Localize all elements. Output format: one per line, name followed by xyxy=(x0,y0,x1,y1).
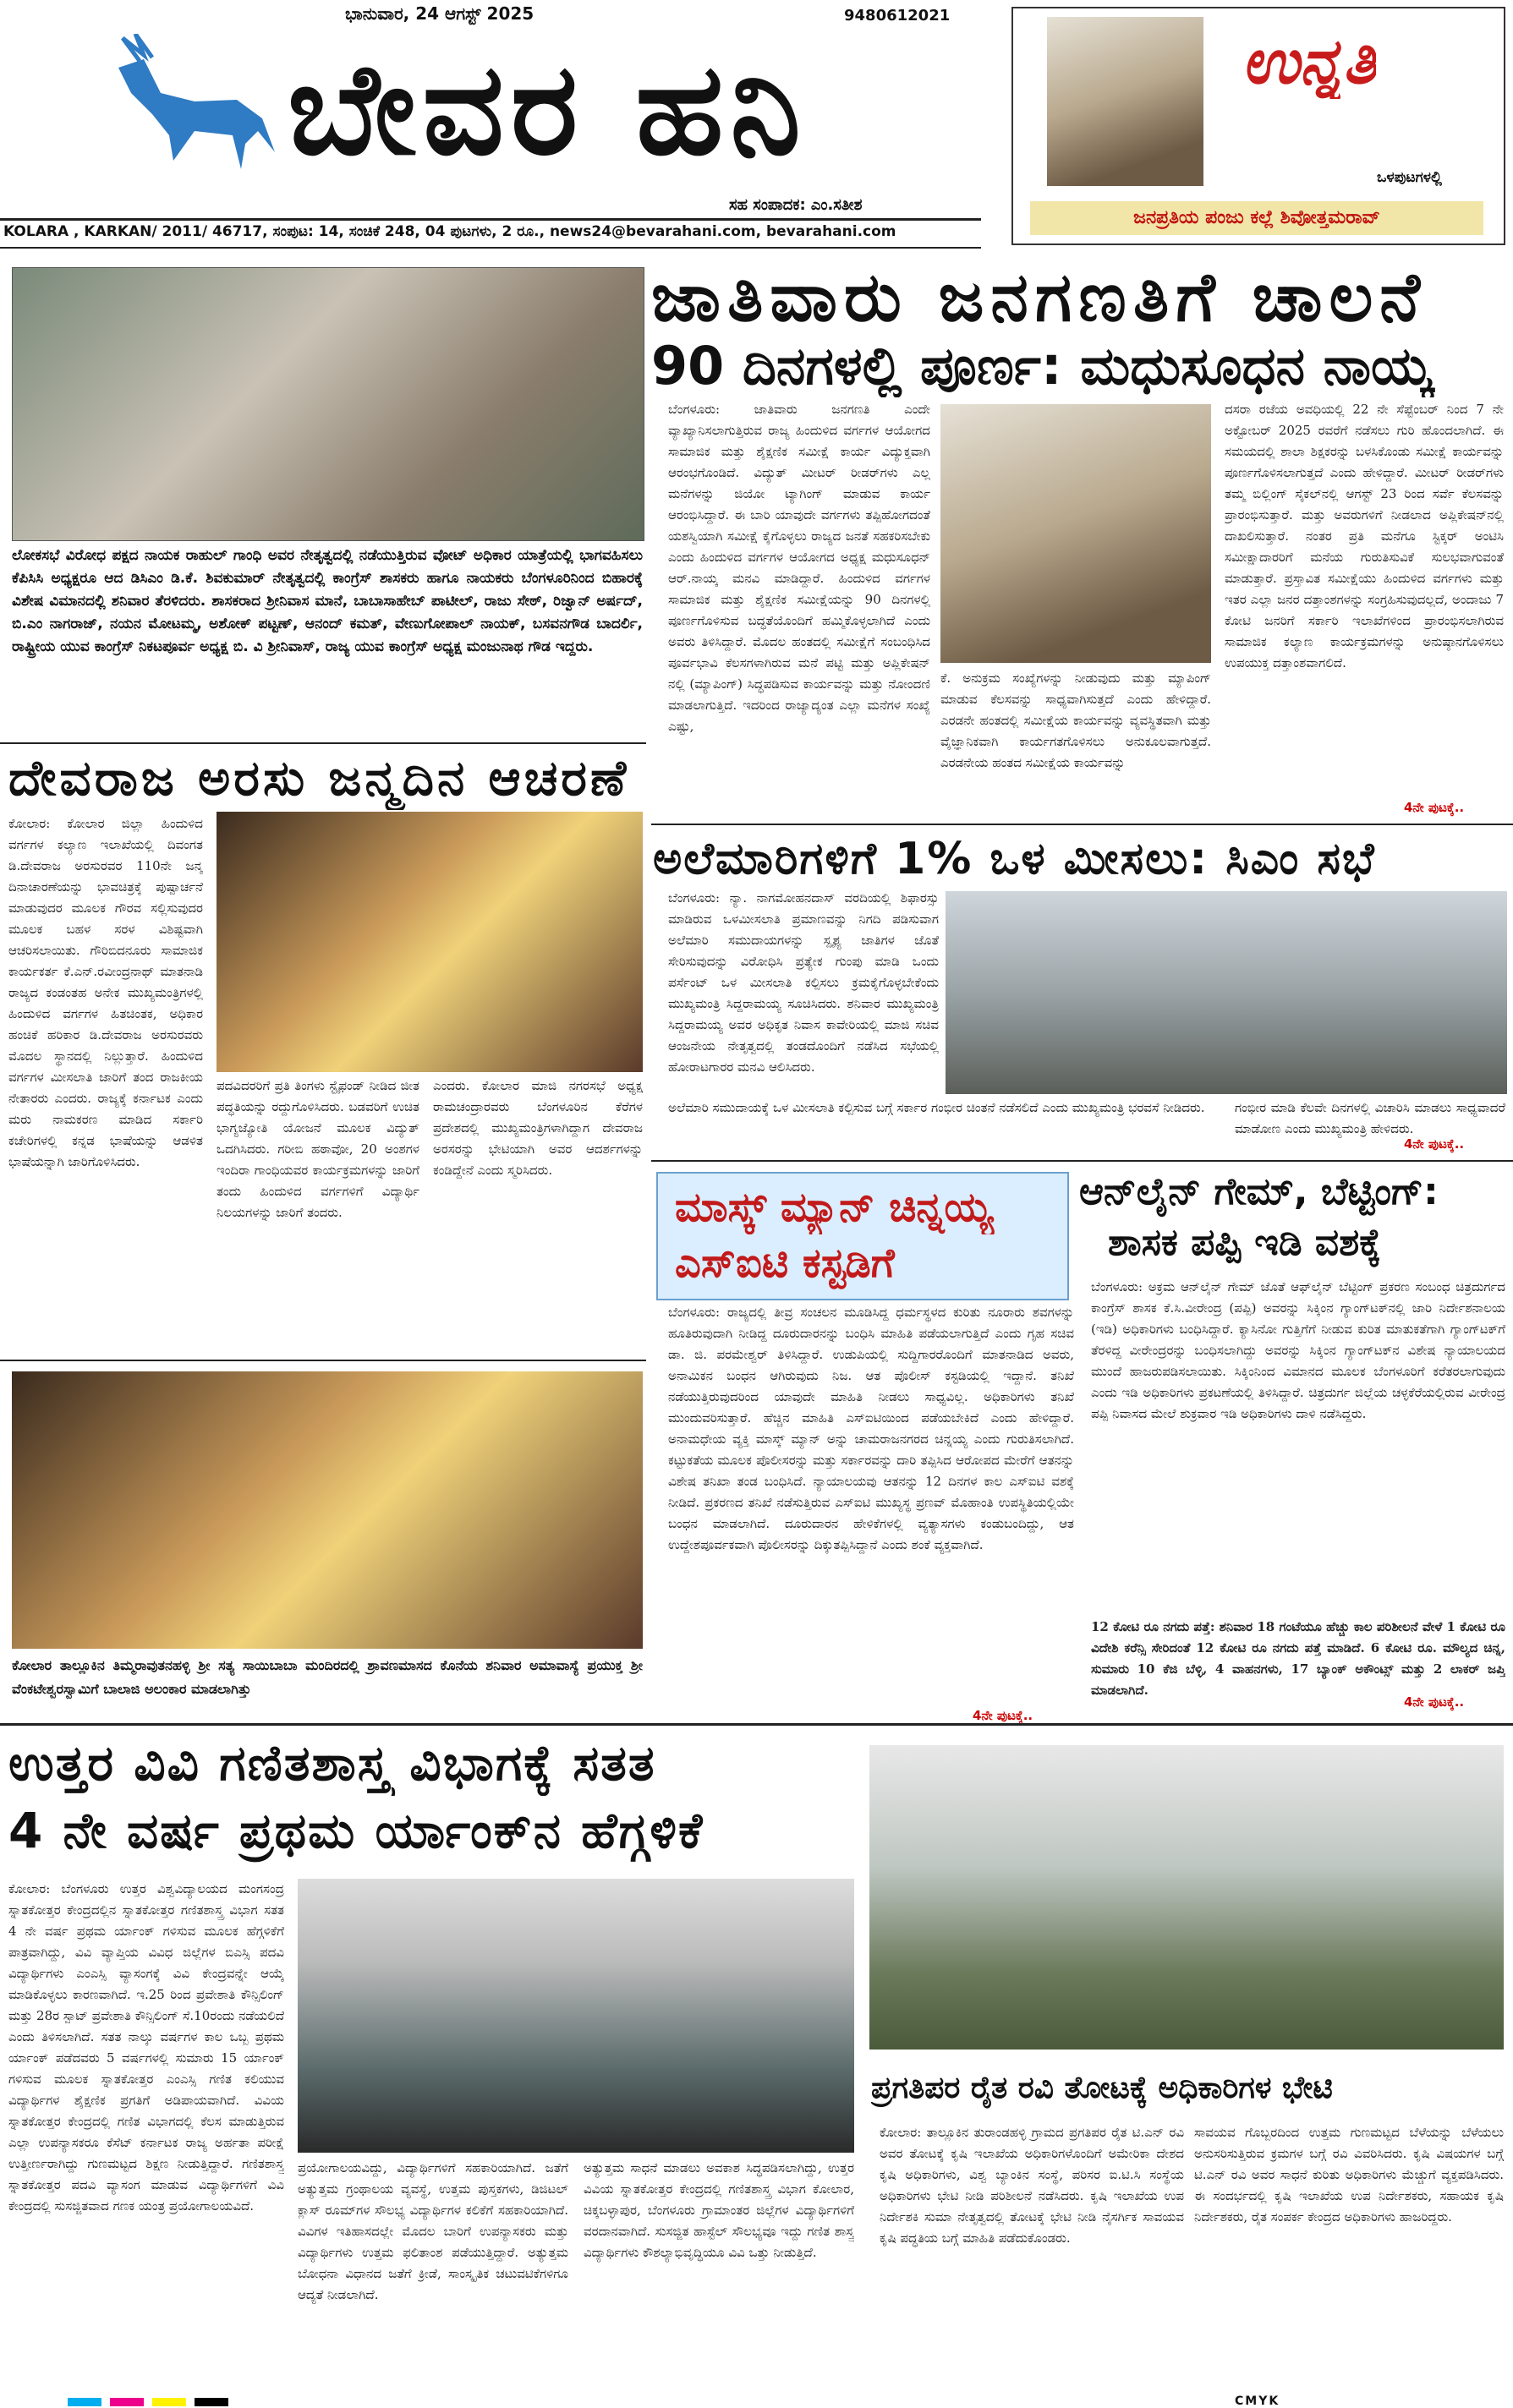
story7-col1: ಕೋಲಾರ: ತಾಲ್ಲೂಕಿನ ತುರಾಂಡಹಳ್ಳಿ ಗ್ರಾಮದ ಪ್ರಗತಿಪರ ರೈತ ಟಿ.ಎನ್ ರವಿ ಅವರ ತೋಟಕ್ಕೆ ಕೃಷಿ ಇಲಾಖೆಯ ಅಧಿಕಾರಿಗಳೊಂದಿಗೆ ಅಮೇರಿಕಾ ದೇಶದ ಕೃಷಿ ಅಧಿಕಾರಿಗಳು, ವಿಶ್ವ ಬ್ಯಾಂಕಿನ ಸಂಸ್ಥೆ, ಪರಿಸರ ಐ.ಟಿ.ಸಿ ಸಂಸ್ಥೆಯ ಅಧಿಕಾರಿಗಳು ಭೇಟಿ ನೀಡಿ ಪರಿಶೀಲನೆ ನಡೆಸಿದರು. ಕೃಷಿ ಇಲಾಖೆಯ ಉಪ ನಿರ್ದೇಶಕಿ ಸುಮಾ ನೇತೃತ್ವದಲ್ಲಿ ತೋಟಕ್ಕೆ ಭೇಟಿ ನೀಡಿ ನೈಸರ್ಗಿಕ ಸಾವಯವ ಕೃಷಿ ಪದ್ಧತಿಯ ಬಗ್ಗೆ ಮಾಹಿತಿ ಪಡೆದುಕೊಂಡರು. xyxy=(880,2125,1184,2246)
ad-box xyxy=(1011,7,1505,245)
cmyk-bar xyxy=(0,2396,1513,2408)
cmyk-label: CMYK xyxy=(1235,2394,1280,2408)
story2-col2: ಪದವಿದರರಿಗೆ ಪ್ರತಿ ತಿಂಗಳು ಸ್ಟೈಫಂಡ್ ನೀಡಿದ ಜೀತ ಪದ್ಧತಿಯನ್ನು ರದ್ದುಗೊಳಿಸಿದರು. ಬಡವರಿಗೆ ಉಚಿತ ಭಾಗ್ಯಜ್ಯೋತಿ ಯೋಜನೆ ಮೂಲಕ ವಿದ್ಯುತ್ ಒದಗಿಸಿದರು. ಗರೀಬಿ ಹಠಾವೋ, 20 ಅಂಶಗಳ ಇಂದಿರಾ ಗಾಂಧಿಯವರ ಕಾರ್ಯಕ್ರಮಗಳನ್ನು ಜಾರಿಗೆ ತಂದು ಹಿಂದುಳಿದ ವರ್ಗಗಳಿಗೆ ವಿದ್ಯಾರ್ಥಿ ನಿಲಯಗಳನ್ನು ಜಾರಿಗೆ ತಂದರು. xyxy=(217,1078,419,1220)
story7-headline: ಪ್ರಗತಿಪರ ರೈತ ರವಿ ತೋಟಕ್ಕೆ ಅಧಿಕಾರಿಗಳ ಭೇಟಿ xyxy=(871,2071,1333,2105)
story4-headline2: ಎಸ್ಐಟಿ ಕಸ್ಟಡಿಗೆ xyxy=(675,1240,895,1287)
color-swatch xyxy=(110,2398,144,2406)
story3-headline: ಅಲೆಮಾರಿಗಳಿಗೆ 1% ಒಳ ಮೀಸಲು: ಸಿಎಂ ಸಭೆ xyxy=(653,834,1376,884)
color-swatch xyxy=(152,2398,186,2406)
ad-script: ಉನ್ನತಿ xyxy=(1242,25,1376,98)
story7-col2: ಸಾವಯವ ಗೊಬ್ಬರದಿಂದ ಉತ್ತಮ ಗುಣಮಟ್ಟದ ಬೆಳೆಯನ್ನು ಬೆಳೆಯಲು ಅನುಸರಿಸುತ್ತಿರುವ ಕ್ರಮಗಳ ಬಗ್ಗೆ ರವಿ ವಿವರಿಸಿದರು. ಕೃಷಿ ವಿಷಯಗಳ ಬಗ್ಗೆ ಟಿ.ಎನ್ ರವಿ ಅವರ ಸಾಧನೆ ಕುರಿತು ಅಧಿಕಾರಿಗಳು ಮೆಚ್ಚುಗೆ ವ್ಯಕ್ತಪಡಿಸಿದರು. ಈ ಸಂದರ್ಭದಲ್ಲಿ ಕೃಷಿ ಇಲಾಖೆಯ ಉಪ ನಿರ್ದೇಶಕರು, ಸಹಾಯಕ ಕೃಷಿ ನಿರ್ದೇಶಕರು, ರೈತ ಸಂಪರ್ಕ ಕೇಂದ್ರದ ಅಧಿಕಾರಿಗಳು ಹಾಜರಿದ್ದರು. xyxy=(1194,2125,1504,2225)
color-swatch xyxy=(68,2398,101,2406)
official-portrait xyxy=(940,404,1211,663)
story5-headline1: ಆನ್‌ಲೈನ್ ಗೇಮ್, ಬೆಟ್ಟಿಂಗ್: xyxy=(1079,1170,1439,1213)
story4-continued: 4ನೇ ಪುಟಕ್ಕೆ.. xyxy=(973,1708,1033,1723)
story3-continued: 4ನೇ ಪುಟಕ್ಕೆ.. xyxy=(1404,1136,1465,1152)
divider xyxy=(0,1723,1513,1726)
divider xyxy=(651,824,1513,825)
story6-col1: ಕೋಲಾರ: ಬೆಂಗಳೂರು ಉತ್ತರ ವಿಶ್ವವಿದ್ಯಾಲಯದ ಮಂಗಸಂದ್ರ ಸ್ನಾತಕೋತ್ತರ ಕೇಂದ್ರದಲ್ಲಿನ ಸ್ನಾತಕೋತ್ತರ ಗಣಿತಶಾಸ್ತ್ರ ವಿಭಾಗ ಸತತ 4 ನೇ ವರ್ಷ ಪ್ರಥಮ ರ್ಯಾಂಕ್ ಗಳಿಸುವ ಮೂಲಕ ಹೆಗ್ಗಳಿಕೆಗೆ ಪಾತ್ರವಾಗಿದ್ದು, ವಿವಿ ವ್ಯಾಪ್ತಿಯ ವಿವಿಧ ಜಿಲ್ಲೆಗಳ ಬಿಎಸ್ಸಿ ಪದವಿ ವಿದ್ಯಾರ್ಥಿಗಳು ಎಂಎಸ್ಸಿ ವ್ಯಾಸಂಗಕ್ಕೆ ವಿವಿ ಕೇಂದ್ರವನ್ನೇ ಆಯ್ಕೆ ಮಾಡಿಕೊಳ್ಳಲು ಕಾರಣವಾಗಿದೆ. ಇ.25 ರಿಂದ ಪ್ರವೇಶಾತಿ ಕೌನ್ಸಿಲಿಂಗ್ ಮತ್ತು 28ರ ಸ್ಪಾಟ್ ಪ್ರವೇಶಾತಿ ಕೌನ್ಸಿಲಿಂಗ್ ಸೆ.10ರಂದು ನಡೆಯಲಿದೆ ಎಂದು ತಿಳಿಸಲಾಗಿದೆ. ಸತತ ನಾಲ್ಕು ವರ್ಷಗಳ ಕಾಲ ಒಬ್ಬ ಪ್ರಥಮ ರ್ಯಾಂಕ್ ಪಡೆದವರು 5 ವರ್ಷಗಳಲ್ಲಿ ಸುಮಾರು 15 ರ್ಯಾಂಕ್ ಗಳಿಸುವ ಮೂಲಕ ಸ್ನಾತಕೋತ್ತರ ಎಂಎಸ್ಸಿ ಗಣಿತ ಕಲಿಯುವ ವಿದ್ಯಾರ್ಥಿಗಳ ಶೈಕ್ಷಣಿಕ ಪ್ರಗತಿಗೆ ಅಡಿಪಾಯವಾಗಿದೆ. ವಿವಿಯ ಸ್ನಾತಕೋತ್ತರ ಕೇಂದ್ರದಲ್ಲಿ ಗಣಿತ ವಿಭಾಗದಲ್ಲಿ ಕೆಲಸ ಮಾಡುತ್ತಿರುವ ಎಲ್ಲಾ ಉಪನ್ಯಾಸಕರೂ ಕೆಸೆಟ್ ಕರ್ನಾಟಕ ರಾಜ್ಯ ಅರ್ಹತಾ ಪರೀಕ್ಷೆ ಉತ್ತೀರ್ಣರಾಗಿದ್ದು ಗುಣಮಟ್ಟದ ಶಿಕ್ಷಣ ನೀಡುತ್ತಿದ್ದಾರೆ. ಗಣಿತಶಾಸ್ತ್ರ ಸ್ನಾತಕೋತ್ತರ ಪದವಿ ವ್ಯಾಸಂಗ ಮಾಡುವ ವಿದ್ಯಾರ್ಥಿಗಳಿಗೆ ವಿವಿ ಕೇಂದ್ರದಲ್ಲಿ ಸುಸಜ್ಜಿತವಾದ ಗಣಕ ಯಂತ್ರ ಪ್ರಯೋಗಾಲಯವಿದೆ. xyxy=(8,1881,284,2214)
masthead-sub-editor: ಸಹ ಸಂಪಾದಕ: ಎಂ.ಸತೀಶ xyxy=(729,196,863,214)
masthead-rule-bottom xyxy=(0,247,981,249)
story4-body: ಬೆಂಗಳೂರು: ರಾಜ್ಯದಲ್ಲಿ ತೀವ್ರ ಸಂಚಲನ ಮೂಡಿಸಿದ್ದ ಧರ್ಮಸ್ಥಳದ ಕುರಿತು ನೂರಾರು ಶವಗಳನ್ನು ಹೂತಿರುವುದಾಗಿ ನೀಡಿದ್ದ ದೂರುದಾರನನ್ನು ಬಂಧಿಸಿ ಮಾಹಿತಿ ಪಡೆಯಲಾಗುತ್ತಿದೆ ಎಂದು ಗೃಹ ಸಚಿವ ಡಾ. ಜಿ. ಪರಮೇಶ್ವರ್ ತಿಳಿಸಿದ್ದಾರೆ. ಉಡುಪಿಯಲ್ಲಿ ಸುದ್ದಿಗಾರರೊಂದಿಗೆ ಮಾತನಾಡಿದ ಅವರು, ಅನಾಮಿಕನ ಬಂಧನ ಆಗಿರುವುದು ನಿಜ. ಆತ ಪೊಲೀಸ್ ಕಸ್ಟಡಿಯಲ್ಲಿ ಇದ್ದಾನೆ. ತನಿಖೆ ನಡೆಯುತ್ತಿರುವುದರಿಂದ ಯಾವುದೇ ಮಾಹಿತಿ ನೀಡಲು ಸಾಧ್ಯವಿಲ್ಲ. ಅಧಿಕಾರಿಗಳು ತನಿಖೆ ಮುಂದುವರಿಸುತ್ತಾರೆ. ಹೆಚ್ಚಿನ ಮಾಹಿತಿ ಎಸ್ಐಟಿಯಿಂದ ಪಡೆಯಬೇಕಿದೆ ಎಂದು ಹೇಳಿದ್ದಾರೆ. ಅನಾಮಧೇಯ ವ್ಯಕ್ತಿ ಮಾಸ್ಕ್ ಮ್ಯಾನ್ ಅನ್ನು ಚಾಮರಾಜನಗರದ ಚಿನ್ನಯ್ಯ ಎಂದು ಗುರುತಿಸಲಾಗಿದೆ. ಕಟ್ಟುಕತೆಯ ಮೂಲಕ ಪೊಲೀಸರನ್ನು ಮತ್ತು ಸರ್ಕಾರವನ್ನು ದಾರಿ ತಪ್ಪಿಸಿದ ಆರೋಪದ ಮೇರೆಗೆ ಆತನನ್ನು ವಿಶೇಷ ತನಿಖಾ ತಂಡ ಬಂಧಿಸಿದೆ. ನ್ಯಾಯಾಲಯವು ಆತನನ್ನು 12 ದಿನಗಳ ಕಾಲ ಎಸ್ಐಟಿ ವಶಕ್ಕೆ ನೀಡಿದೆ. ಪ್ರಕರಣದ ತನಿಖೆ ನಡೆಸುತ್ತಿರುವ ಎಸ್ಐಟಿ ಮುಖ್ಯಸ್ಥ ಪ್ರಣವ್ ಮೊಹಾಂತಿ ಉಪಸ್ಥಿತಿಯಲ್ಲಿಯೇ ಬಂಧನ ಮಾಡಲಾಗಿದೆ. ದೂರುದಾರನ ಹೇಳಿಕೆಗಳಲ್ಲಿ ವ್ಯತ್ಯಾಸಗಳು ಕಂಡುಬಂದಿದ್ದು, ಆತ ಉದ್ದೇಶಪೂರ್ವಕವಾಗಿ ಪೊಲೀಸರನ್ನು ದಿಕ್ಕುತಪ್ಪಿಸಿದ್ದಾನೆ ಎಂದು ಶಂಕೆ ವ್ಯಕ್ತವಾಗಿದೆ. xyxy=(668,1305,1074,1552)
masthead-phone: 9480612021 xyxy=(844,7,951,25)
cm-meeting-photo xyxy=(946,891,1507,1094)
masthead-rule xyxy=(0,218,981,221)
story6-col3: ಅತ್ಯುತ್ತಮ ಸಾಧನೆ ಮಾಡಲು ಅವಕಾಶ ಸಿದ್ಧಪಡಿಸಲಾಗಿದ್ದು, ಉತ್ತರ ವಿವಿಯ ಸ್ನಾತಕೋತ್ತರ ಕೇಂದ್ರದಲ್ಲಿ ಗಣಿತಶಾಸ್ತ್ರ ವಿಭಾಗ ಕೋಲಾರ, ಚಿಕ್ಕಬಳ್ಳಾಪುರ, ಬೆಂಗಳೂರು ಗ್ರಾಮಾಂತರ ಜಿಲ್ಲೆಗಳ ವಿದ್ಯಾರ್ಥಿಗಳಿಗೆ ವರದಾನವಾಗಿದೆ. ಸುಸಜ್ಜಿತ ಹಾಸ್ಟೆಲ್ ಸೌಲಭ್ಯವೂ ಇದ್ದು ಗಣಿತ ಶಾಸ್ತ್ರ ವಿದ್ಯಾರ್ಥಿಗಳು ಕೌಶಲ್ಯಾಭಿವೃದ್ಧಿಯೂ ವಿವಿ ಒತ್ತು ನೀಡುತ್ತಿದೆ. xyxy=(584,2160,854,2260)
story6-headline2: 4 ನೇ ವರ್ಷ ಪ್ರಥಮ ರ್ಯಾಂಕ್‌ನ ಹೆಗ್ಗಳಿಕೆ xyxy=(8,1802,704,1859)
airport-photo xyxy=(12,267,644,541)
divider xyxy=(0,742,646,744)
divider xyxy=(0,1360,646,1361)
story5-headline2: ಶಾಸಕ ಪಪ್ಪಿ ಇಡಿ ವಶಕ್ಕೆ xyxy=(1108,1221,1381,1264)
devaraj-event-photo xyxy=(217,812,643,1072)
divider xyxy=(651,1160,1513,1162)
masthead-date: ಭಾನುವಾರ, 24 ಆಗಸ್ಟ್ 2025 xyxy=(345,3,534,24)
story5-body: ಬೆಂಗಳೂರು: ಅಕ್ರಮ ಆನ್‌ಲೈನ್ ಗೇಮ್ ಜೊತೆ ಆಫ್‌ಲೈನ್ ಬೆಟ್ಟಿಂಗ್ ಪ್ರಕರಣ ಸಂಬಂಧ ಚಿತ್ರದುರ್ಗದ ಕಾಂಗ್ರೆಸ್ ಶಾಸಕ ಕೆ.ಸಿ.ವೀರೇಂದ್ರ (ಪಪ್ಪಿ) ಅವರನ್ನು ಸಿಕ್ಕಿಂನ ಗ್ಯಾಂಗ್‌ಟಕ್‌ನಲ್ಲಿ ಜಾರಿ ನಿರ್ದೇಶನಾಲಯ (ಇಡಿ) ಅಧಿಕಾರಿಗಳು ಬಂಧಿಸಿದ್ದಾರೆ. ಕ್ಯಾಸಿನೋ ಗುತ್ತಿಗೆಗೆ ನೀಡುವ ಕುರಿತ ಮಾತುಕತೆಗಾಗಿ ಗ್ಯಾಂಗ್‌ಟಕ್‌ಗೆ ತೆರಳಿದ್ದ ವೀರೇಂದ್ರರನ್ನು ಬಂಧಿಸಲಾಗಿದ್ದು ಅವರನ್ನು ಸಿಕ್ಕಿಂನ ಗ್ಯಾಂಗ್‌ಟಕ್‌ನ ವಿಶೇಷ ನ್ಯಾಯಾಲಯದ ಮುಂದೆ ಹಾಜರುಪಡಿಸಲಾಯಿತು. ಸಿಕ್ಕಿಂನಿಂದ ವಿಮಾನದ ಮೂಲಕ ಬೆಂಗಳೂರಿಗೆ ಕರೆತರಲಾಗುವುದು ಎಂದು ಇಡಿ ಅಧಿಕಾರಿಗಳು ಪ್ರಕಟಣೆಯಲ್ಲಿ ತಿಳಿಸಿದ್ದಾರೆ. ಚಿತ್ರದುರ್ಗ ಜಿಲ್ಲೆಯ ಚಳ್ಳಕೆರೆಯಲ್ಲಿರುವ ವೀರೇಂದ್ರ ಪಪ್ಪಿ ನಿವಾಸದ ಮೇಲೆ ಶುಕ್ರವಾರ ಇಡಿ ಅಧಿಕಾರಿಗಳು ದಾಳಿ ನಡೆಸಿದ್ದರು. xyxy=(1091,1279,1505,1421)
color-swatch xyxy=(195,2398,228,2406)
story6-col2: ಪ್ರಯೋಗಾಲಯವಿದ್ದು, ವಿದ್ಯಾರ್ಥಿಗಳಿಗೆ ಸಹಕಾರಿಯಾಗಿದೆ. ಜತೆಗೆ ಅತ್ಯುತ್ತಮ ಗ್ರಂಥಾಲಯ ವ್ಯವಸ್ಥೆ, ಉತ್ತಮ ಪುಸ್ತಕಗಳು, ಡಿಜಿಟಲ್ ಕ್ಲಾಸ್ ರೂಮ್‌ಗಳ ಸೌಲಭ್ಯ ವಿದ್ಯಾರ್ಥಿಗಳ ಕಲಿಕೆಗೆ ಸಹಕಾರಿಯಾಗಿದೆ. ವಿವಿಗಳ ಇತಿಹಾಸದಲ್ಲೇ ಮೊದಲ ಬಾರಿಗೆ ಉಪನ್ಯಾಸಕರು ಮತ್ತು ವಿದ್ಯಾರ್ಥಿಗಳು ಉತ್ತಮ ಫಲಿತಾಂಶ ಪಡೆಯುತ್ತಿದ್ದಾರೆ. ಅತ್ಯುತ್ತಮ ಬೋಧನಾ ವಿಧಾನದ ಜತೆಗೆ ಕ್ರೀಡೆ, ಸಾಂಸ್ಕೃತಿಕ ಚಟುವಟಿಕೆಗಳಿಗೂ ಆದ್ಯತೆ ನೀಡಲಾಗಿದೆ. xyxy=(298,2160,568,2302)
ad-banner: ಜನಪ್ರತಿಯ ಪಂಜು ಕಲ್ಲೆ ಶಿವೋತ್ತಮರಾವ್ xyxy=(1030,201,1483,235)
story5-sub: 12 ಕೋಟಿ ರೂ ನಗದು ಪತ್ತೆ: ಶನಿವಾರ 18 ಗಂಟೆಯೂ ಹೆಚ್ಚು ಕಾಲ ಪರಿಶೀಲನೆ ವೇಳೆ 1 ಕೋಟಿ ರೂ ವಿದೇಶಿ ಕರೆನ್ಸಿ ಸೇರಿದಂತೆ 12 ಕೋಟಿ ರೂ ನಗದು ಪತ್ತೆ ಮಾಡಿದೆ. 6 ಕೋಟಿ ರೂ. ಮೌಲ್ಯದ ಚಿನ್ನ, ಸುಮಾರು 10 ಕೆಜಿ ಬೆಳ್ಳಿ, 4 ವಾಹನಗಳು, 17 ಬ್ಯಾಂಕ್ ಅಕೌಂಟ್ಸ್ ಮತ್ತು 2 ಲಾಕರ್ ಜಪ್ತಿ ಮಾಡಲಾಗಿದೆ. xyxy=(1091,1619,1505,1698)
story1-col2: ಕೆ. ಅನುಕ್ರಮ ಸಂಖ್ಯೆಗಳನ್ನು ನೀಡುವುದು ಮತ್ತು ಮ್ಯಾಪಿಂಗ್ ಮಾಡುವ ಕೆಲಸವನ್ನು ಸಾಧ್ಯವಾಗಿಸುತ್ತದೆ ಎಂದು ಹೇಳಿದ್ದಾರೆ. ಎರಡನೇ ಹಂತದಲ್ಲಿ ಸಮೀಕ್ಷೆಯ ಕಾರ್ಯವನ್ನು ವ್ಯವಸ್ಥಿತವಾಗಿ ಮತ್ತು ವೈಜ್ಞಾನಿಕವಾಗಿ ಕಾರ್ಯಗತಗೊಳಿಸಲು ಅನುಕೂಲವಾಗುತ್ತದೆ. ಎರಡನೇಯ ಹಂತದ ಸಮೀಕ್ಷೆಯ ಕಾರ್ಯವನ್ನು xyxy=(940,670,1211,770)
temple-photo-caption: ಕೋಲಾರ ತಾಲ್ಲೂಕಿನ ತಿಮ್ಮರಾವುತನಹಳ್ಳಿ ಶ್ರೀ ಸತ್ಯ ಸಾಯಿಬಾಬಾ ಮಂದಿರದಲ್ಲಿ ಶ್ರಾವಣಮಾಸದ ಕೊನೆಯ ಶನಿವಾರ ಅಮಾವಾಸ್ಯೆ ಪ್ರಯುಕ್ತ ಶ್ರೀ ವೆಂಕಟೇಶ್ವರಸ್ವಾಮಿಗೆ ಬಾಲಾಜಿ ಅಲಂಕಾರ ಮಾಡಲಾಗಿತ್ತು xyxy=(12,1657,643,1697)
ad-sub: ಒಳಪುಟಗಳಲ್ಲಿ xyxy=(1377,169,1442,186)
story3-col1b: ಅಲೆಮಾರಿ ಸಮುದಾಯಕ್ಕೆ ಒಳ ಮೀಸಲಾತಿ ಕಲ್ಪಿಸುವ ಬಗ್ಗೆ ಸರ್ಕಾರ ಗಂಭೀರ ಚಿಂತನೆ ನಡೆಸಲಿದೆ ಎಂದು ಮುಖ್ಯಮಂತ್ರಿ ಭರವಸೆ ನೀಡಿದರು. xyxy=(668,1100,1205,1115)
deer-logo-icon xyxy=(93,34,288,178)
masthead-info-line: KOLARA , KARKAN/ 2011/ 46717, ಸಂಪುಟ: 14, ಸಂಚಿಕೆ 248, 04 ಪುಟಗಳು, 2 ರೂ., news24@bevarahani.com, bevarahani.com xyxy=(3,223,896,240)
masthead-title: ಬೇವರ ಹನಿ xyxy=(288,36,808,183)
story2-col1: ಕೋಲಾರ: ಕೋಲಾರ ಜಿಲ್ಲಾ ಹಿಂದುಳಿದ ವರ್ಗಗಳ ಕಲ್ಯಾಣ ಇಲಾಖೆಯಲ್ಲಿ ದಿವಂಗತ ಡಿ.ದೇವರಾಜ ಅರಸುರವರ 110ನೇ ಜನ್ಮ ದಿನಾಚಾರಣೆಯನ್ನು ಭಾವಚಿತ್ರಕ್ಕೆ ಪುಷ್ಪಾರ್ಚನೆ ಮಾಡುವುದರ ಮೂಲಕ ಗೌರವ ಸಲ್ಲಿಸುವುದರ ಮೂಲಕ ಬಹಳ ಸರಳ ವಿಶಿಷ್ಟವಾಗಿ ಆಚರಿಸಲಾಯಿತು. ಗೌರಿಬಿದನೂರು ಸಾಮಾಜಿಕ ಕಾರ್ಯಕರ್ತ ಕೆ.ಎನ್.ರವೀಂದ್ರನಾಥ್ ಮಾತನಾಡಿ ರಾಜ್ಯದ ಕಂಡಂತಹ ಅನೇಕ ಮುಖ್ಯಮಂತ್ರಿಗಳಲ್ಲಿ ಹಿಂದುಳಿದ ವರ್ಗಗಳ ಹಿತಚಿಂತಕ, ಅಧಿಕಾರ ಹಂಚಿಕೆ ಹರಿಕಾರ ಡಿ.ದೇವರಾಜ ಅರಸುರವರು ಮೊದಲ ಸ್ಥಾನದಲ್ಲಿ ನಿಲ್ಲುತ್ತಾರೆ. ಹಿಂದುಳಿದ ವರ್ಗಗಳ ಮೀಸಲಾತಿ ಜಾರಿಗೆ ತಂದ ರಾಜಕೀಯ ನೇತಾರರು ಎಂದರು. ರಾಜ್ಯಕ್ಕೆ ಕರ್ನಾಟಕ ಎಂದು ಮರು ನಾಮಕರಣ ಮಾಡಿದ ಸರ್ಕಾರಿ ಕಚೇರಿಗಳಲ್ಲಿ ಕನ್ನಡ ಭಾಷೆಯನ್ನು ಆಡಳಿತ ಭಾಷೆಯನ್ನಾಗಿ ಜಾರಿಗೊಳಿಸಿದರು. xyxy=(8,816,203,1169)
story6-headline1: ಉತ್ತರ ವಿವಿ ಗಣಿತಶಾಸ್ತ್ರ ವಿಭಾಗಕ್ಕೆ ಸತತ xyxy=(8,1734,656,1792)
story4-headline-box xyxy=(656,1172,1069,1300)
story2-headline: ದೇವರಾಜ ಅರಸು ಜನ್ಮದಿನ ಆಚರಣೆ xyxy=(8,749,630,807)
computer-lab-photo xyxy=(298,1879,854,2153)
story1-headline: ಜಾತಿವಾರು ಜನಗಣತಿಗೆ ಚಾಲನೆ xyxy=(651,259,1427,337)
airport-photo-caption: ಲೋಕಸಭೆ ವಿರೋಧ ಪಕ್ಷದ ನಾಯಕ ರಾಹುಲ್ ಗಾಂಧಿ ಅವರ ನೇತೃತ್ವದಲ್ಲಿ ನಡೆಯುತ್ತಿರುವ ವೋಟ್ ಅಧಿಕಾರ ಯಾತ್ರೆಯಲ್ಲಿ ಭಾಗವಹಿಸಲು ಕೆಪಿಸಿಸಿ ಅಧ್ಯಕ್ಷರೂ ಆದ ಡಿಸಿಎಂ ಡಿ.ಕೆ. ಶಿವಕುಮಾರ್ ನೇತೃತ್ವದಲ್ಲಿ ಕಾಂಗ್ರೆಸ್ ಶಾಸಕರು ಹಾಗೂ ನಾಯಕರು ಬೆಂಗಳೂರಿನಿಂದ ಬಿಹಾರಕ್ಕೆ ವಿಶೇಷ ವಿಮಾನದಲ್ಲಿ ಶನಿವಾರ ತೆರಳಿದರು. ಶಾಸಕರಾದ ಶ್ರೀನಿವಾಸ ಮಾನೆ, ಬಾಬಾಸಾಹೇಬ್ ಪಾಟೀಲ್, ರಾಜು ಸೇಠ್, ರಿಜ್ವಾನ್ ಅರ್ಷದ್, ಬಿ.ಎಂ ನಾಗರಾಜ್, ನಯನ ಮೋಟಮ್ಮ, ಅಶೋಕ್ ಪಟ್ಟಣ್, ಆನಂದ್ ಕಮತ್, ವೇಣುಗೋಪಾಲ್ ನಾಯಕ್, ಬಸವನಗೌಡ ಬಾದರ್ಲಿ, ರಾಷ್ಟ್ರೀಯ ಯುವ ಕಾಂಗ್ರೆಸ್ ನಿಕಟಪೂರ್ವ ಅಧ್ಯಕ್ಷ ಬಿ. ವಿ ಶ್ರೀನಿವಾಸ್, ರಾಜ್ಯ ಯುವ ಕಾಂಗ್ರೆಸ್ ಅಧ್ಯಕ್ಷ ಮಂಜುನಾಥ ಗೌಡ ಇದ್ದರು. xyxy=(12,547,643,655)
story5-continued: 4ನೇ ಪುಟಕ್ಕೆ.. xyxy=(1404,1694,1465,1710)
story1-col3: ದಸರಾ ರಜೆಯ ಅವಧಿಯಲ್ಲಿ 22 ನೇ ಸೆಪ್ಟೆಂಬರ್ ನಿಂದ 7 ನೇ ಅಕ್ಟೋಬರ್ 2025 ರವರೆಗೆ ನಡೆಸಲು ಗುರಿ ಹೊಂದಲಾಗಿದೆ. ಈ ಸಮಯದಲ್ಲಿ ಶಾಲಾ ಶಿಕ್ಷಕರನ್ನು ಬಳಸಿಕೊಂಡು ಸಮೀಕ್ಷೆ ಕಾರ್ಯವನ್ನು ಪೂರ್ಣಗೊಳಿಸಲಾಗುತ್ತದೆ ಎಂದು ಹೇಳಿದ್ದಾರೆ. ಮೀಟರ್ ರೀಡರ್‌ಗಳು ತಮ್ಮ ಬಿಲ್ಲಿಂಗ್ ಸೈಕಲ್‌ನಲ್ಲಿ ಆಗಸ್ಟ್ 23 ರಿಂದ ಸರ್ವೆ ಕೆಲಸವನ್ನು ಪ್ರಾರಂಭಿಸುತ್ತಾರೆ. ಮತ್ತು ಅವರುಗಳಿಗೆ ನೀಡಲಾದ ಅಪ್ಲಿಕೇಷನ್‌ನಲ್ಲಿ ದಾಖಲಿಸುತ್ತಾರೆ. ನಂತರ ಪ್ರತಿ ಮನೆಗೂ ಸ್ಟಿಕ್ಕರ್ ಅಂಟಿಸಿ ಸಮೀಕ್ಷಾದಾರರಿಗೆ ಮನೆಯ ಗುರುತಿಸುವಿಕೆ ಸುಲಭವಾಗುವಂತೆ ಮಾಡುತ್ತಾರೆ. ಪ್ರಸ್ತಾವಿತ ಸಮೀಕ್ಷೆಯು ಹಿಂದುಳಿದ ವರ್ಗಗಳು ಮತ್ತು ಇತರ ಎಲ್ಲಾ ಜನರ ದತ್ತಾಂಶಗಳನ್ನು ಸಂಗ್ರಹಿಸುವುದಲ್ಲದೆ, ಅಂದಾಜು 7 ಕೋಟಿ ಜನರಿಗೆ ಸರ್ಕಾರಿ ಇಲಾಖೆಗಳಿಂದ ಪ್ರಾರಂಭಿಸಲಾಗಿರುವ ಸಾಮಾಜಿಕ ಕಲ್ಯಾಣ ಕಾರ್ಯಕ್ರಮಗಳನ್ನು ಅನುಷ್ಠಾನಗೊಳಿಸಲು ಉಪಯುಕ್ತ ದತ್ತಾಂಶವಾಗಲಿದೆ. xyxy=(1225,402,1504,670)
story1-col1: ಬೆಂಗಳೂರು: ಜಾತಿವಾರು ಜನಗಣತಿ ಎಂದೇ ವ್ಯಾಖ್ಯಾನಿಸಲಾಗುತ್ತಿರುವ ರಾಜ್ಯ ಹಿಂದುಳಿದ ವರ್ಗಗಳ ಆಯೋಗದ ಸಾಮಾಜಿಕ ಮತ್ತು ಶೈಕ್ಷಣಿಕ ಸಮೀಕ್ಷೆ ಕಾರ್ಯ ವಿದ್ಯುಕ್ತವಾಗಿ ಆರಂಭಗೊಂಡಿದೆ. ವಿದ್ಯುತ್ ಮೀಟರ್ ರೀಡರ್‌ಗಳು ಎಲ್ಲ ಮನೆಗಳನ್ನು ಜಿಯೋ ಟ್ಯಾಗಿಂಗ್ ಮಾಡುವ ಕಾರ್ಯ ಆರಂಭಿಸಿದ್ದಾರೆ. ಈ ಬಾರಿ ಯಾವುದೇ ವರ್ಗಗಳು ತಪ್ಪಿಹೋಗದಂತೆ ಯಶಸ್ವಿಯಾಗಿ ಸಮೀಕ್ಷೆ ಕೈಗೊಳ್ಳಲು ರಾಜ್ಯದ ಜನತೆ ಸಹಕರಿಸಬೇಕು ಎಂದು ಹಿಂದುಳಿದ ವರ್ಗಗಳ ಆಯೋಗದ ಅಧ್ಯಕ್ಷ ಮಧುಸೂಧನ್ ಆರ್.ನಾಯ್ಕ ಮನವಿ ಮಾಡಿದ್ದಾರೆ. ಹಿಂದುಳಿದ ವರ್ಗಗಳ ಸಾಮಾಜಿಕ ಮತ್ತು ಶೈಕ್ಷಣಿಕ ಸಮೀಕ್ಷೆಯನ್ನು 90 ದಿನಗಳಲ್ಲಿ ಪೂರ್ಣಗೊಳಿಸುವ ಬದ್ಧತೆಯೊಂದಿಗೆ ಹಮ್ಮಿಕೊಳ್ಳಲಾಗಿದೆ ಎಂದು ಅವರು ತಿಳಿಸಿದ್ದಾರೆ. ಮೊದಲ ಹಂತದಲ್ಲಿ ಸಮೀಕ್ಷೆಗೆ ಸಂಬಂಧಿಸಿದ ಪೂರ್ವಭಾವಿ ಕೆಲಸಗಳಾಗಿರುವ ಮನೆ ಪಟ್ಟಿ ಮತ್ತು ಅಪ್ಲಿಕೇಷನ್ ನಲ್ಲಿ (ಮ್ಯಾಪಿಂಗ್) ಸಿದ್ಧಪಡಿಸುವ ಕಾರ್ಯವನ್ನು ಮತ್ತು ನೋಂದಣಿ ಮಾಡಲಾಗುತ್ತಿದೆ. ಇದರಿಂದ ರಾಜ್ಯಾದ್ಯಂತ ಎಲ್ಲಾ ಮನೆಗಳ ಸಂಖ್ಯೆ ಎಷ್ಟು, xyxy=(668,402,930,734)
story3-col2b: ಗಂಭೀರ ಮಾಡಿ ಕೆಲವೇ ದಿನಗಳಲ್ಲಿ ವಿಚಾರಿಸಿ ಮಾಡಲು ಸಾಧ್ಯವಾದರೆ ಮಾಡೋಣ ಎಂದು ಮುಖ್ಯಮಂತ್ರಿ ಹೇಳಿದರು. xyxy=(1235,1100,1505,1136)
ad-portrait xyxy=(1047,17,1203,186)
story1-continued: 4ನೇ ಪುಟಕ್ಕೆ.. xyxy=(1404,800,1465,815)
story4-headline1: ಮಾಸ್ಕ್ ಮ್ಯಾನ್ ಚಿನ್ನಯ್ಯ xyxy=(675,1184,994,1231)
story2-col3: ಎಂದರು. ಕೋಲಾರ ಮಾಜಿ ನಗರಸಭೆ ಅಧ್ಯಕ್ಷ ರಾಮಚಂದ್ರಾರವರು ಬೆಂಗಳೂರಿನ ಕೆರೆಗಳ ಪ್ರದೇಶದಲ್ಲಿ ಮುಖ್ಯಮಂತ್ರಿಗಳಾಗಿದ್ದಾಗ ದೇವರಾಜ ಅರಸರನ್ನು ಭೇಟಿಯಾಗಿ ಅವರ ಆದರ್ಶಗಳನ್ನು ಕಂಡಿದ್ದೇನೆ ಎಂದು ಸ್ಮರಿಸಿದರು. xyxy=(433,1078,643,1178)
farm-visit-photo xyxy=(869,1745,1504,2050)
temple-photo xyxy=(12,1371,643,1649)
story3-col1: ಬೆಂಗಳೂರು: ನ್ಯಾ. ನಾಗಮೋಹನದಾಸ್ ವರದಿಯಲ್ಲಿ ಶಿಫಾರಸ್ಸು ಮಾಡಿರುವ ಒಳಮೀಸಲಾತಿ ಪ್ರಮಾಣವನ್ನು ನಿಗದಿ ಪಡಿಸುವಾಗ ಅಲೆಮಾರಿ ಸಮುದಾಯಗಳನ್ನು ಸ್ಪೃಶ್ಯ ಜಾತಿಗಳ ಜೊತೆ ಸೇರಿಸುವುದನ್ನು ವಿರೋಧಿಸಿ ಪ್ರತ್ಯೇಕ ಗುಂಪು ಮಾಡಿ ಒಂದು ಪರ್ಸೆಂಟ್ ಒಳ ಮೀಸಲಾತಿ ಕಲ್ಪಿಸಲು ಕ್ರಮಕೈಗೊಳ್ಳಬೇಕೆಂದು ಮುಖ್ಯಮಂತ್ರಿ ಸಿದ್ದರಾಮಯ್ಯ ಸೂಚಿಸಿದರು. ಶನಿವಾರ ಮುಖ್ಯಮಂತ್ರಿ ಸಿದ್ದರಾಮಯ್ಯ ಅವರ ಅಧಿಕೃತ ನಿವಾಸ ಕಾವೇರಿಯಲ್ಲಿ ಮಾಜಿ ಸಚಿವ ಆಂಜನೇಯ ನೇತೃತ್ವದಲ್ಲಿ ತಂಡದೊಂದಿಗೆ ನಡೆಸಿದ ಸಭೆಯಲ್ಲಿ ಹೋರಾಟಗಾರರ ಮನವಿ ಆಲಿಸಿದರು. xyxy=(668,890,939,1075)
masthead xyxy=(0,0,1513,254)
story1-subheadline: 90 ದಿನಗಳಲ್ಲಿ ಪೂರ್ಣ: ಮಧುಸೂಧನ ನಾಯ್ಕ xyxy=(651,335,1433,397)
